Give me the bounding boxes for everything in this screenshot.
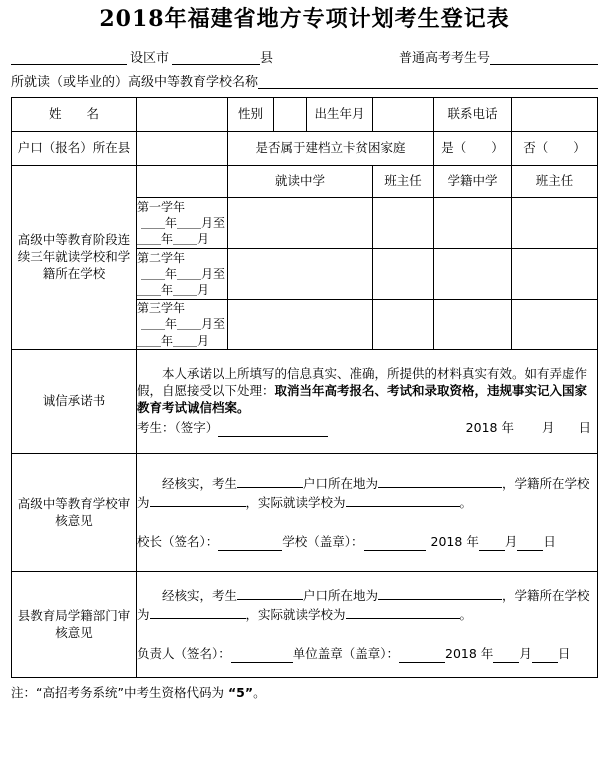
school-review-day: 日 <box>543 533 556 549</box>
footer-note <box>11 685 609 700</box>
year-3-title: 第三学年 <box>137 301 186 316</box>
county-input-line[interactable] <box>172 50 260 65</box>
bureau-review-month-input[interactable] <box>493 649 519 663</box>
table-row-bureau-review <box>12 572 598 678</box>
school-review-attend-input[interactable] <box>346 493 460 507</box>
birth-value-cell[interactable] <box>373 98 434 132</box>
year-2-title: 第二学年 <box>137 250 186 265</box>
school-review-t2: 户口所在地为 <box>303 476 379 492</box>
header-line-2 <box>11 74 598 89</box>
bureau-review-hukou-input[interactable] <box>378 586 502 600</box>
year-1-head-teacher-2-value[interactable] <box>512 198 598 249</box>
year-3-range-line-2: ＿＿年＿＿月 <box>137 333 210 348</box>
year-3-head-teacher-2-value[interactable] <box>512 300 598 350</box>
year-1-title: 第一学年 <box>137 199 186 214</box>
school-review-t1: 经核实，考生 <box>162 476 238 492</box>
header-fields <box>0 50 609 89</box>
registration-table <box>11 97 598 678</box>
commitment-day: 日 <box>578 419 591 435</box>
bureau-review-signature-line <box>137 646 597 663</box>
school-review-year: 2018 年 <box>430 533 479 549</box>
school-name-input-line[interactable] <box>258 74 598 89</box>
table-row-commitment <box>12 350 598 454</box>
footer-note-suffix: 。 <box>253 685 266 700</box>
school-review-school-stamp-input[interactable] <box>364 537 426 551</box>
school-review-day-input[interactable] <box>517 537 543 551</box>
school-review-t3: ，学籍所在学校为 <box>137 476 590 511</box>
school-header-blank-cell <box>137 166 228 198</box>
year-1-range-line-1: ＿＿年＿＿月至 <box>141 215 226 230</box>
commitment-signature-line <box>137 420 597 437</box>
commitment-signature-input[interactable] <box>218 423 328 437</box>
commitment-sign-label: 考生：（签字） <box>137 419 219 435</box>
school-review-principal-label: 校长（签名）： <box>137 533 219 549</box>
school-review-body-cell <box>137 454 598 572</box>
year-3-head-teacher-1-value[interactable] <box>373 300 434 350</box>
bureau-review-body-cell <box>137 572 598 678</box>
attend-school-header: 就读中学 <box>228 166 373 198</box>
head-teacher-1-header: 班主任 <box>373 166 434 198</box>
school-review-month-input[interactable] <box>479 537 505 551</box>
bureau-review-person-label: 负责人（签名）： <box>137 645 231 661</box>
year-2-head-teacher-2-value[interactable] <box>512 249 598 300</box>
year-2-registry-school-value[interactable] <box>434 249 512 300</box>
footer-note-prefix: 注：“高招考务系统”中考生资格代码为 <box>11 685 224 700</box>
school-review-school-label: 学校（盖章）： <box>282 533 364 549</box>
year-1-cell <box>137 198 228 249</box>
school-review-student-input[interactable] <box>237 474 303 488</box>
exam-number-input-line[interactable] <box>490 50 598 65</box>
school-review-label-cell: 高级中等教育学校审核意见 <box>12 454 137 572</box>
year-1-attend-school-value[interactable] <box>228 198 373 249</box>
commitment-month: 月 <box>541 419 555 435</box>
exam-number-label: 普通高考考生号 <box>398 51 490 66</box>
bureau-review-unit-stamp-input[interactable] <box>399 649 445 663</box>
bureau-review-t2: 户口所在地为 <box>303 588 379 604</box>
school-review-signature-line <box>137 534 597 551</box>
name-value-cell[interactable] <box>137 98 228 132</box>
bureau-review-month: 月 <box>519 645 532 661</box>
poverty-label-cell: 是否属于建档立卡贫困家庭 <box>228 132 434 166</box>
year-2-attend-school-value[interactable] <box>228 249 373 300</box>
school-review-month: 月 <box>504 533 518 549</box>
school-review-t4: ，实际就读学校为 <box>245 495 346 511</box>
commitment-text-bold: 取消当年高考报名、考试和录取资格，违规事实记入国家教育考试诚信档案。 <box>137 383 588 415</box>
city-input-line[interactable] <box>11 50 127 65</box>
commitment-year: 2018 年 <box>465 419 514 435</box>
footer-note-code: “5” <box>227 685 254 700</box>
phone-label-cell: 联系电话 <box>434 98 512 132</box>
commitment-body-cell <box>137 350 598 454</box>
bureau-review-day: 日 <box>557 645 571 661</box>
poverty-no-cell[interactable]: 否（ ） <box>512 132 598 166</box>
year-1-range-line-2: ＿＿年＿＿月 <box>137 232 210 247</box>
poverty-yes-cell[interactable]: 是（ ） <box>434 132 512 166</box>
year-3-attend-school-value[interactable] <box>228 300 373 350</box>
years-section-label: 高级中等教育阶段连续三年就读学校和学籍所在学校 <box>12 166 137 350</box>
registry-school-header: 学籍中学 <box>434 166 512 198</box>
bureau-review-attend-input[interactable] <box>346 605 460 619</box>
bureau-review-registry-input[interactable] <box>150 605 246 619</box>
school-name-label: 所就读（或毕业的）高级中等教育学校名称 <box>11 75 259 90</box>
city-label: 设区市 <box>130 51 170 66</box>
year-1-head-teacher-1-value[interactable] <box>373 198 434 249</box>
phone-value-cell[interactable] <box>512 98 598 132</box>
commitment-label-cell: 诚信承诺书 <box>12 350 137 454</box>
bureau-review-t3: ，学籍所在学校为 <box>137 588 590 623</box>
school-review-hukou-input[interactable] <box>378 474 502 488</box>
page-title: 2018年福建省地方专项计划考生登记表 <box>99 6 510 32</box>
year-2-range-line-1: ＿＿年＿＿月至 <box>141 266 226 281</box>
bureau-review-paragraph <box>137 586 597 624</box>
head-teacher-2-header: 班主任 <box>512 166 598 198</box>
name-label-cell: 姓 名 <box>12 98 137 132</box>
year-2-head-teacher-1-value[interactable] <box>373 249 434 300</box>
commitment-text-normal: 本人承诺以上所填写的信息真实、准确，所提供的材料真实有效。如有弄虚作假，自愿接受以下处理： <box>137 366 588 399</box>
year-3-registry-school-value[interactable] <box>434 300 512 350</box>
header-line-1 <box>11 50 598 65</box>
bureau-review-person-input[interactable] <box>231 649 293 663</box>
table-row-hukou <box>12 132 598 166</box>
school-review-t5: 。 <box>459 495 473 511</box>
gender-value-cell[interactable] <box>274 98 307 132</box>
table-row-personal <box>12 98 598 132</box>
year-2-cell <box>137 249 228 300</box>
table-row-school-review <box>12 454 598 572</box>
bureau-review-student-input[interactable] <box>237 586 303 600</box>
year-3-cell <box>137 300 228 350</box>
hukou-label-cell: 户口（报名）所在县 <box>12 132 137 166</box>
table-row-school-header <box>12 166 598 198</box>
bureau-review-label-cell: 县教育局学籍部门审核意见 <box>12 572 137 678</box>
hukou-value-cell[interactable] <box>137 132 228 166</box>
commitment-paragraph <box>137 366 597 417</box>
bureau-review-year: 2018 年 <box>445 645 494 661</box>
bureau-review-t1: 经核实，考生 <box>162 588 238 604</box>
gender-label-cell: 性别 <box>228 98 274 132</box>
school-review-registry-input[interactable] <box>150 493 246 507</box>
year-3-range-line-1: ＿＿年＿＿月至 <box>141 317 226 332</box>
bureau-review-t4: ，实际就读学校为 <box>245 607 346 623</box>
county-label: 县 <box>260 51 274 66</box>
year-1-registry-school-value[interactable] <box>434 198 512 249</box>
birth-label-cell: 出生年月 <box>307 98 373 132</box>
school-review-principal-input[interactable] <box>218 537 282 551</box>
year-2-range-line-2: ＿＿年＿＿月 <box>137 283 210 298</box>
bureau-review-unit-label: 单位盖章（盖章）： <box>292 645 400 661</box>
bureau-review-day-input[interactable] <box>532 649 558 663</box>
school-review-paragraph <box>137 474 597 512</box>
bureau-review-t5: 。 <box>459 607 473 623</box>
